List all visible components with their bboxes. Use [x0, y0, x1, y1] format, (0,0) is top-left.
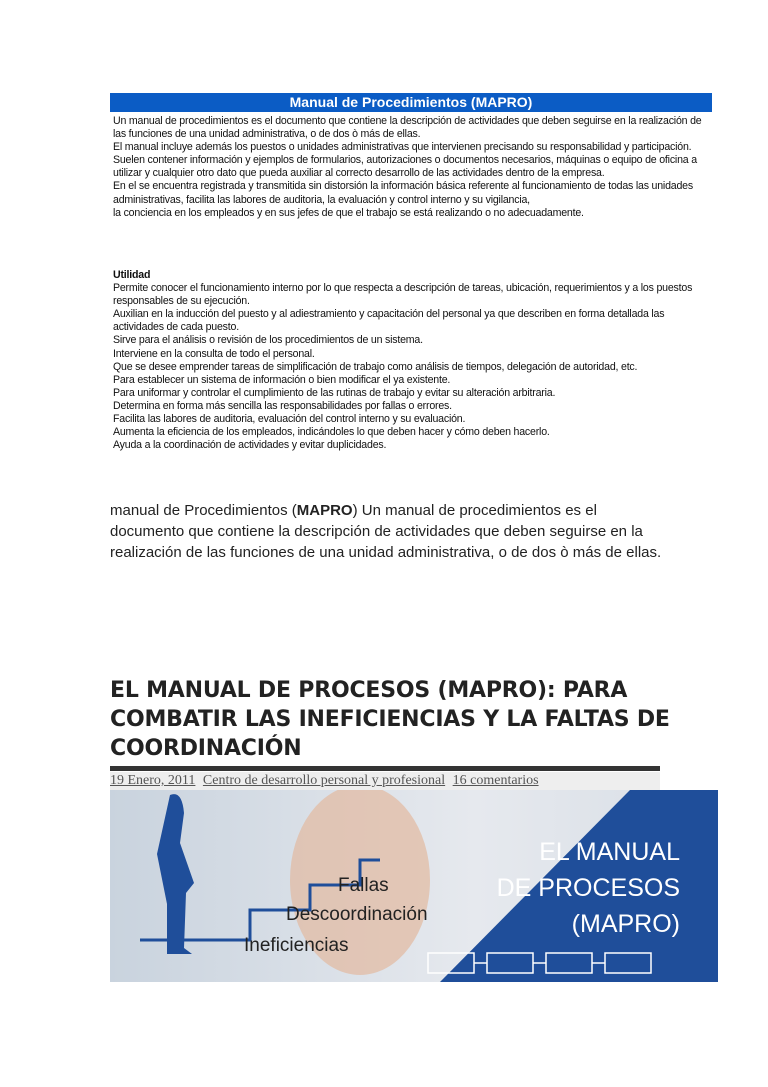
utilidad-line: Para uniformar y controlar el cumplimiento de las rutinas de trabajo y evitar su alteración arbitraria. [113, 386, 556, 399]
image-title-line: (MAPRO) [571, 910, 680, 938]
comments-link[interactable]: 16 comentarios [452, 773, 539, 788]
utilidad-line: Aumenta la eficiencia de los empleados, indicándoles lo que deben hacer y cómo deben hacerlo. [113, 426, 550, 439]
utilidad-section [113, 269, 713, 452]
utilidad-line: Que se desee emprender tareas de simplificación de trabajo como análisis de tiempos, delegación de autoridad, etc. [113, 360, 638, 373]
intro-line: Un manual de procedimientos es el documento que contiene la descripción de actividades que deben seguirse en la realización de las funciones de una unidad administrativa, o de dos ò más de ellas. [113, 115, 702, 141]
intro-line: El manual incluye además los puestos o unidades administrativas que intervienen precisando su responsabilidad y participación. [113, 141, 692, 154]
step-label: Ineficiencias [244, 935, 349, 956]
image-title-line: EL MANUAL [539, 838, 680, 866]
step-label: Descoordinación [286, 904, 428, 925]
utilidad-line: Sirve para el análisis o revisión de los procedimientos de un sistema. [113, 334, 423, 347]
box-title: Manual de Procedimientos (MAPRO) [110, 93, 712, 112]
image-title-line: DE PROCESOS [496, 874, 680, 902]
intro-line: Suelen contener información y ejemplos de formularios, autorizaciones o documentos necesarios, máquinas o equipo de oficina a utilizar y cualquier otro dato que pueda auxiliar al correcto desarrollo de las actividades dentro de la empresa. [113, 154, 697, 180]
utilidad-heading: Utilidad [113, 269, 151, 281]
date-link[interactable]: 19 Enero, 2011 [110, 773, 196, 788]
utilidad-line: Facilita las labores de auditoria, evaluación del control interno y su evaluación. [113, 413, 466, 426]
intro-line: la conciencia en los empleados y en sus jefes de que el trabajo se está realizando o no adecuadamente. [113, 206, 584, 219]
utilidad-line: Auxilian en la inducción del puesto y al adiestramiento y capacitación del personal ya que describen en forma detallada las actividades de cada puesto. [113, 308, 665, 334]
person-icon [157, 794, 194, 954]
divider [110, 766, 660, 771]
summary-paragraph [110, 500, 670, 563]
para-bold: MAPRO [296, 502, 353, 519]
intro-text [113, 115, 713, 220]
article-meta [110, 772, 660, 790]
utilidad-line: Para establecer un sistema de información o bien modificar el ya existente. [113, 373, 451, 386]
article-image [110, 790, 718, 982]
utilidad-line: Interviene en la consulta de todo el personal. [113, 347, 315, 360]
article-title: EL MANUAL DE PROCESOS (MAPRO): PARA COMBATIR LAS INEFICIENCIAS Y LA FALTAS DE COORDINACIÓN [110, 678, 670, 761]
para-text: manual de Procedimientos ( [110, 502, 297, 519]
utilidad-line: Permite conocer el funcionamiento interno por lo que respecta a descripción de tareas, ubicación, requerimientos y a los puestos responsables de su ejecución. [113, 282, 693, 308]
author-link[interactable]: Centro de desarrollo personal y profesional [202, 773, 446, 788]
utilidad-line: Ayuda a la coordinación de actividades y evitar duplicidades. [113, 439, 387, 452]
utilidad-line: Determina en forma más sencilla las responsabilidades por fallas o errores. [113, 399, 452, 412]
para-text: ) Un manual de procedimientos es el documento que contiene la descripción de actividades que deben seguirse en la realización de las funciones de una unidad administrativa, o de dos ò más de ellas. [110, 502, 662, 561]
intro-line: En el se encuentra registrada y transmitida sin distorsión la información básica referente al funcionamiento de todas las unidades administrativas, facilita las labores de auditoria, la evaluación y control interno y su vigilancia, [113, 180, 693, 206]
step-label: Fallas [338, 875, 389, 896]
